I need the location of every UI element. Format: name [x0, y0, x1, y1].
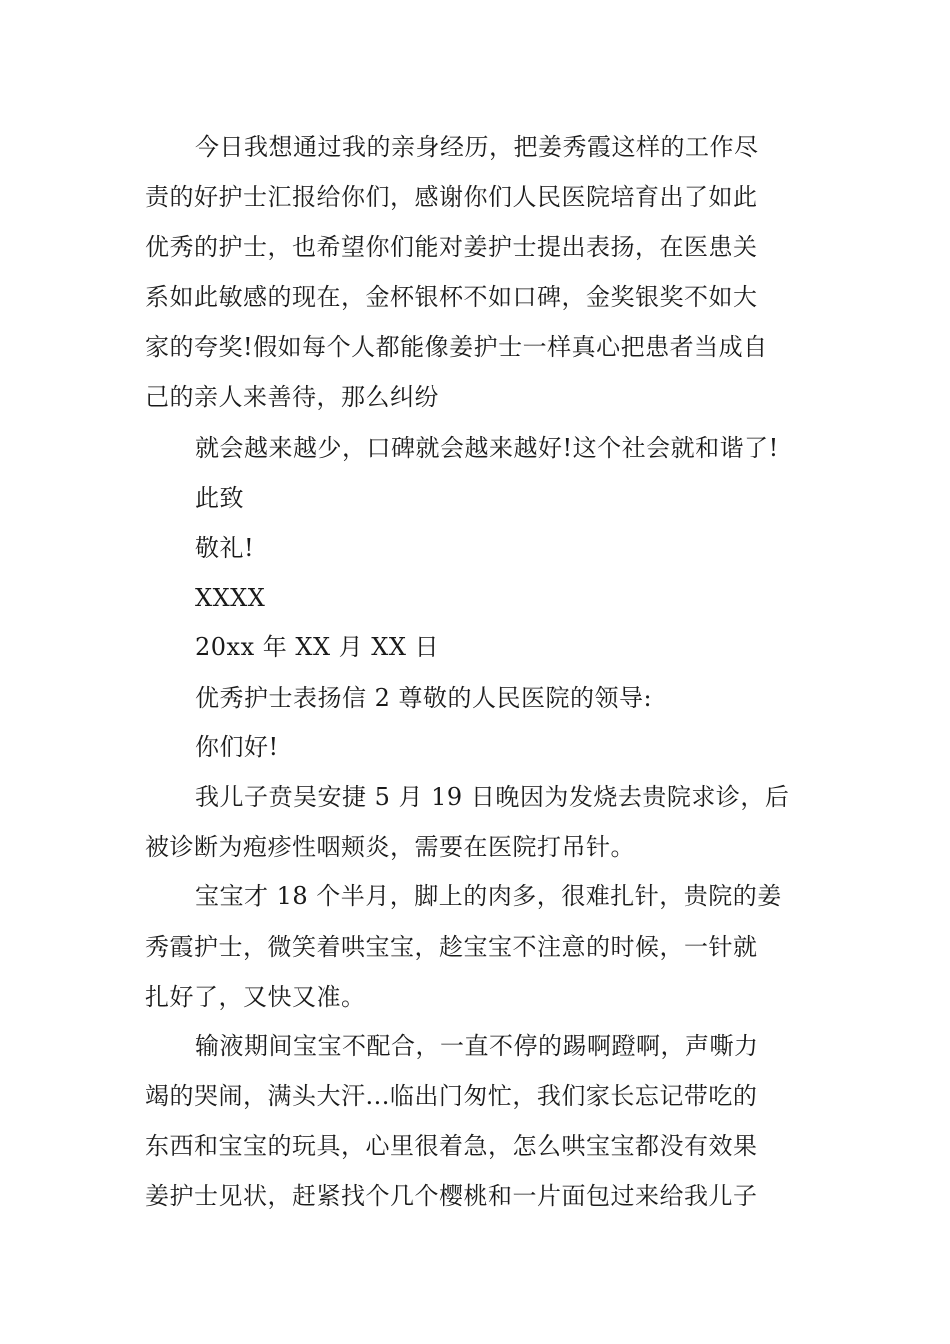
- signature-line: XXXX: [195, 584, 266, 612]
- paragraph-line: 被诊断为疱疹性咽颊炎，需要在医院打吊针。: [145, 833, 635, 861]
- paragraph-line: 今日我想通过我的亲身经历，把姜秀霞这样的工作尽: [195, 133, 759, 161]
- paragraph-line: 扎好了，又快又准。: [145, 983, 366, 1011]
- paragraph-line: 东西和宝宝的玩具，心里很着急，怎么哄宝宝都没有效果: [145, 1132, 758, 1160]
- paragraph-line: 己的亲人来善待，那么纠纷: [145, 383, 439, 411]
- closing-line: 此致: [195, 484, 244, 512]
- paragraph-line: 家的夸奖!假如每个人都能像姜护士一样真心把患者当成自: [145, 333, 768, 361]
- paragraph-line: 系如此敏感的现在，金杯银杯不如口碑，金奖银奖不如大: [145, 283, 758, 311]
- paragraph-line: 输液期间宝宝不配合，一直不停的踢啊蹬啊，声嘶力: [195, 1032, 759, 1060]
- paragraph-line: 责的好护士汇报给你们，感谢你们人民医院培育出了如此: [145, 183, 758, 211]
- greeting-line: 你们好!: [195, 733, 279, 761]
- paragraph-line: 就会越来越少，口碑就会越来越好!这个社会就和谐了!: [195, 434, 779, 462]
- paragraph-line: 竭的哭闹，满头大汗...临出门匆忙，我们家长忘记带吃的: [145, 1082, 758, 1110]
- date-line: 20xx 年 XX 月 XX 日: [195, 633, 440, 661]
- paragraph-line: 秀霞护士，微笑着哄宝宝，趁宝宝不注意的时候，一针就: [145, 933, 758, 961]
- salutation-line: 敬礼!: [195, 534, 255, 562]
- paragraph-line: 姜护士见状，赶紧找个几个樱桃和一片面包过来给我儿子: [145, 1182, 758, 1210]
- heading-line: 优秀护士表扬信 2 尊敬的人民医院的领导:: [195, 684, 653, 712]
- paragraph-line: 优秀的护士，也希望你们能对姜护士提出表扬，在医患关: [145, 233, 758, 261]
- paragraph-line: 我儿子贲吴安捷 5 月 19 日晚因为发烧去贵院求诊，后: [195, 783, 790, 811]
- paragraph-line: 宝宝才 18 个半月，脚上的肉多，很难扎针，贵院的姜: [195, 882, 782, 910]
